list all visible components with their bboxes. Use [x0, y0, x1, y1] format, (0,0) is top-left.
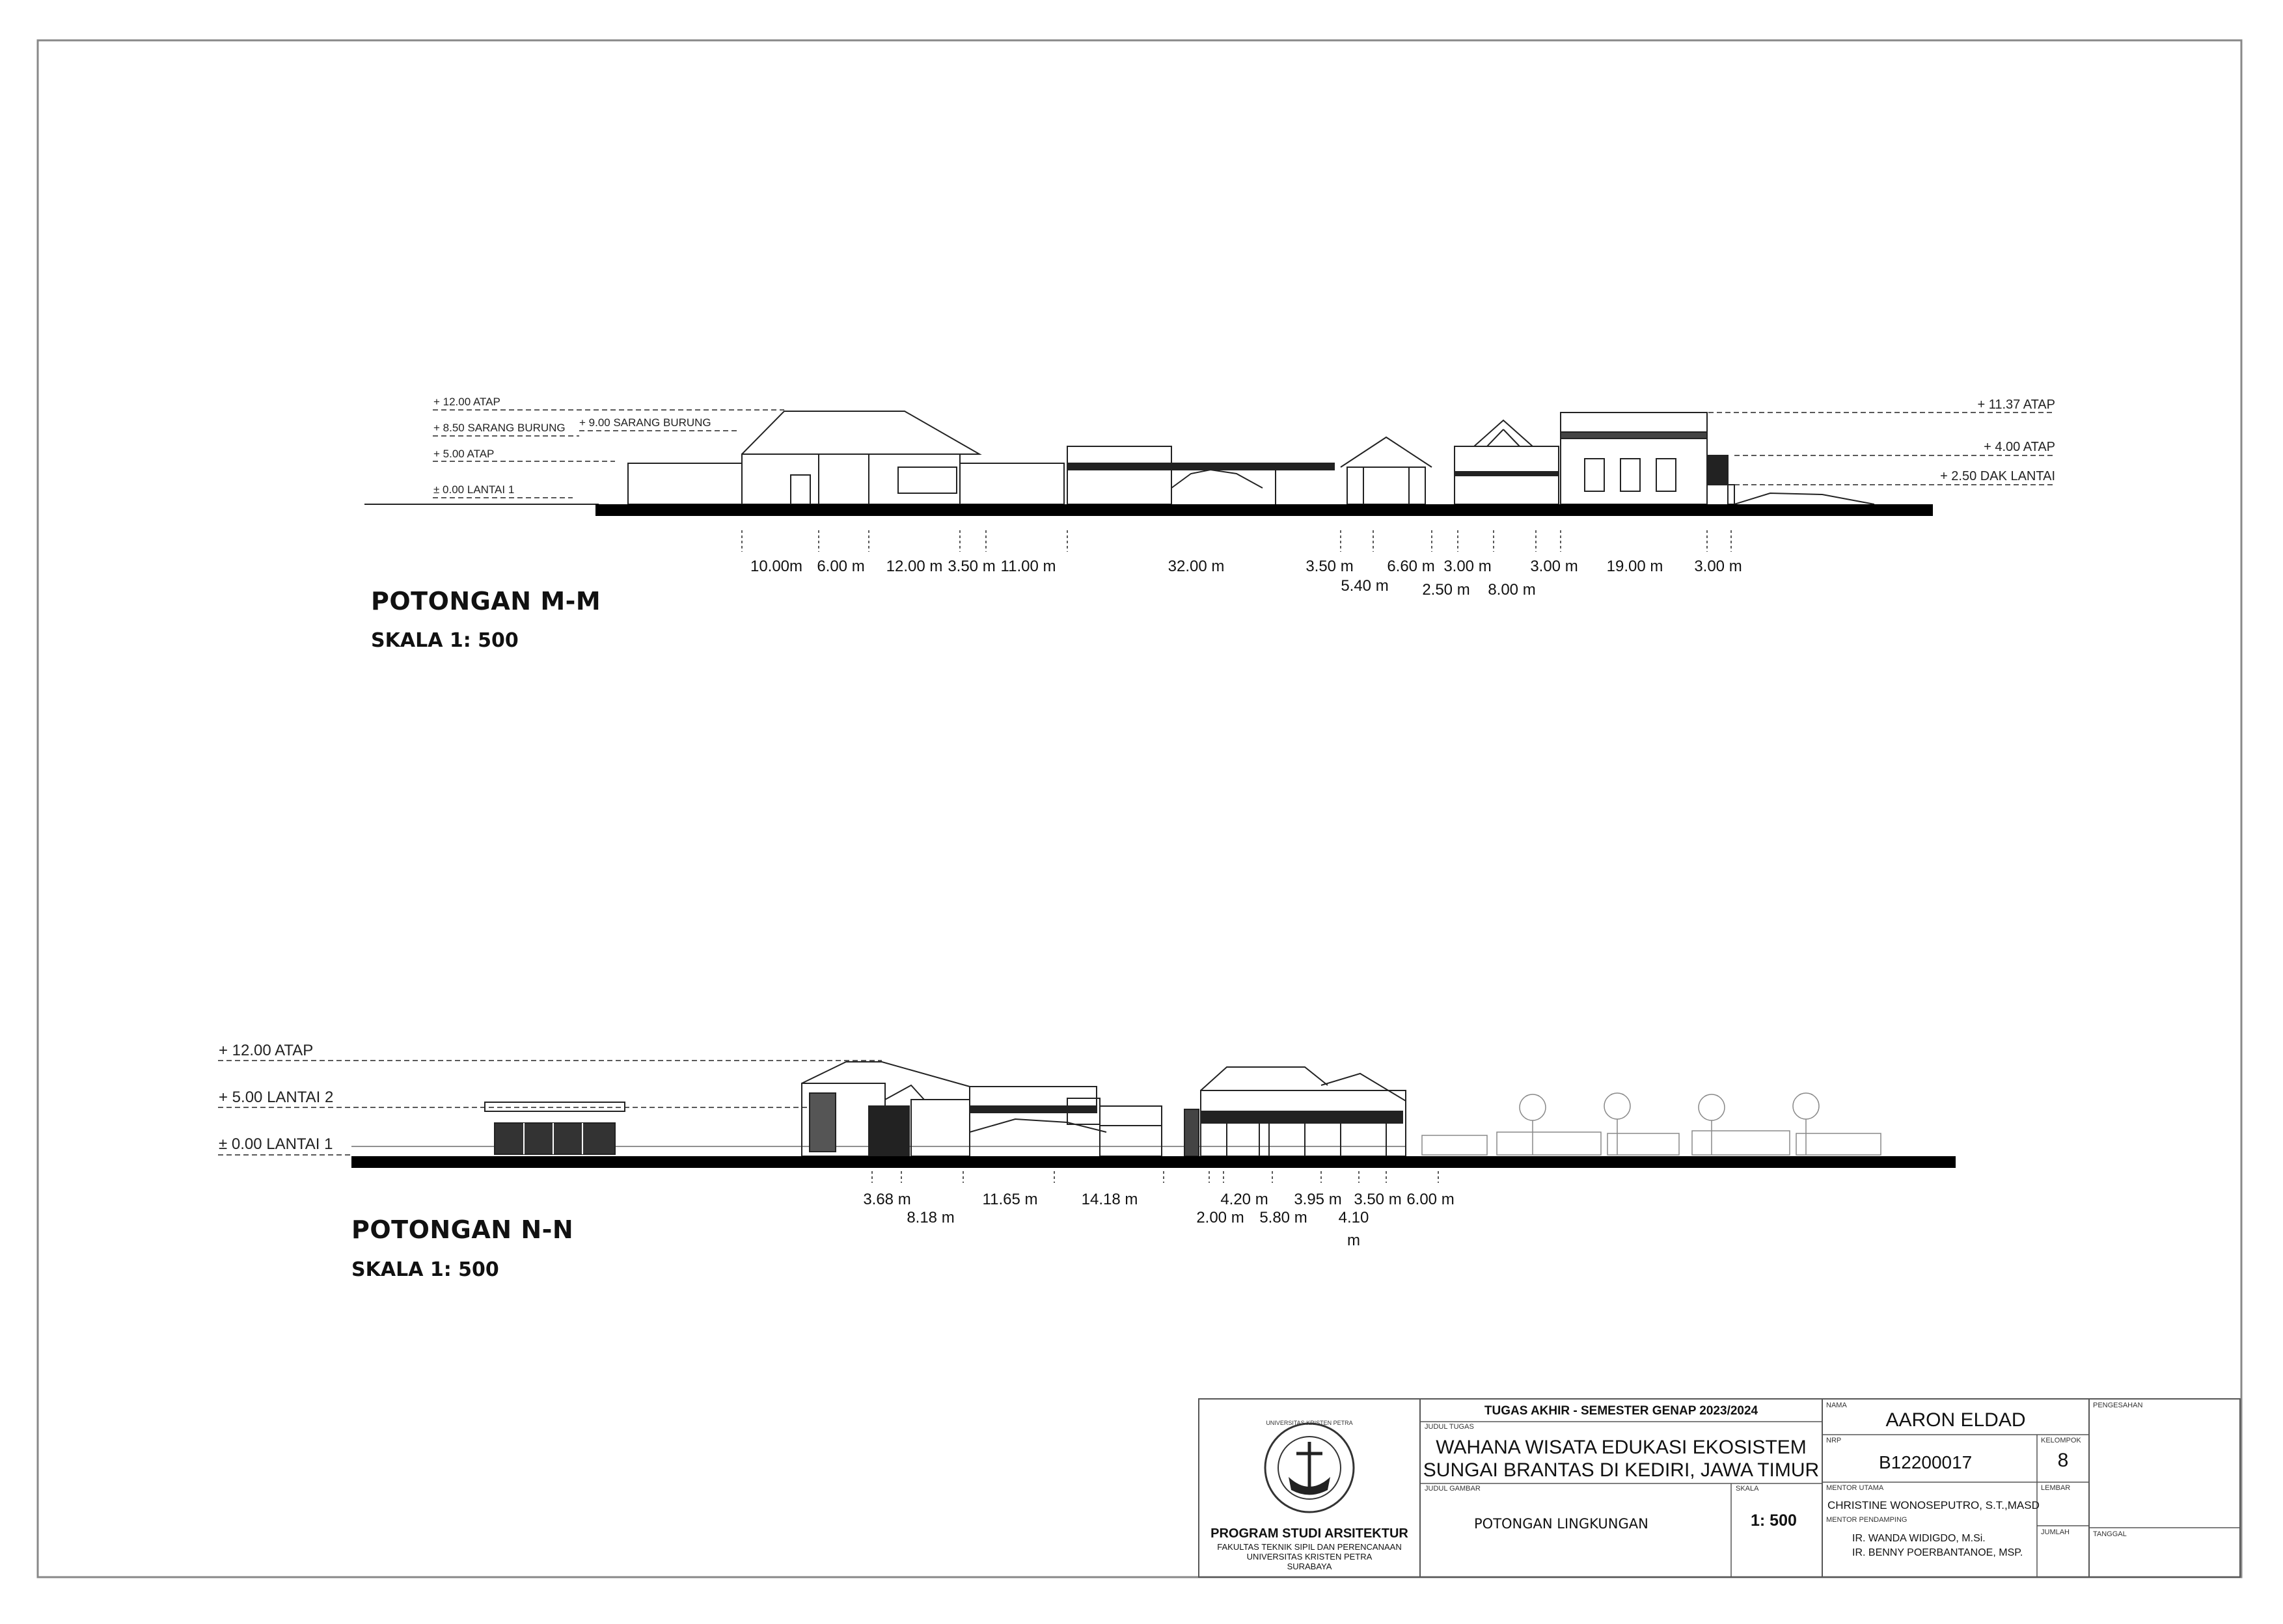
dimension-label: 5.40 m [1341, 577, 1389, 595]
field-label: NAMA [1826, 1401, 1847, 1409]
university-name: UNIVERSITAS KRISTEN PETRA [1246, 1552, 1373, 1562]
field-label: LEMBAR [2041, 1484, 2071, 1492]
city-name: SURABAYA [1287, 1562, 1332, 1571]
field-label: MENTOR PENDAMPING [1826, 1516, 1907, 1524]
dimension-label: 11.00 m [1000, 558, 1056, 575]
field-label: KELOMPOK [2041, 1437, 2081, 1444]
section-scale: SKALA 1: 500 [371, 629, 519, 652]
dimension-label: 10.00m [750, 558, 803, 575]
section-n-n-drawing [218, 1061, 1956, 1183]
faculty-name: FAKULTAS TEKNIK SIPIL DAN PERENCANAAN [1217, 1542, 1402, 1552]
field-label: JUDUL TUGAS [1425, 1423, 1474, 1431]
section-m-m-drawing [364, 410, 2055, 552]
dimension-label: 19.00 m [1606, 558, 1663, 575]
level-label: + 8.50 SARANG BURUNG [433, 422, 566, 434]
dimension-label: 3.50 m [948, 558, 996, 575]
level-label: + 11.37 ATAP [1977, 398, 2055, 412]
level-label: + 5.00 LANTAI 2 [219, 1089, 334, 1106]
dimension-label: 4.10 [1338, 1209, 1369, 1226]
dimension-label: 2.50 m [1422, 581, 1470, 599]
dimension-label: 3.50 m [1306, 558, 1354, 575]
dimension-label: 6.00 m [1406, 1191, 1455, 1208]
level-label: + 2.50 DAK LANTAI [1940, 469, 2055, 483]
project-title-line1: WAHANA WISATA EDUKASI EKOSISTEM [1436, 1437, 1807, 1458]
dimension-label: 6.60 m [1387, 558, 1435, 575]
dimension-label: m [1347, 1232, 1360, 1249]
dimension-label: 3.00 m [1530, 558, 1578, 575]
dimension-label: 8.18 m [907, 1209, 955, 1226]
group-number: 8 [2057, 1450, 2069, 1471]
level-label: + 5.00 ATAP [433, 448, 495, 460]
level-label: ± 0.00 LANTAI 1 [219, 1135, 333, 1153]
main-mentor: CHRISTINE WONOSEPUTRO, S.T.,MASD [1827, 1499, 2040, 1511]
student-id: B12200017 [1879, 1452, 1973, 1472]
project-title-line2: SUNGAI BRANTAS DI KEDIRI, JAWA TIMUR [1423, 1459, 1820, 1481]
dimension-label: 3.00 m [1443, 558, 1492, 575]
field-label: JUDUL GAMBAR [1425, 1485, 1481, 1493]
co-mentor: IR. WANDA WIDIGDO, M.Si. [1852, 1533, 1986, 1544]
field-label: JUMLAH [2041, 1528, 2070, 1536]
dimension-label: 11.65 m [982, 1191, 1038, 1208]
dimension-label: 3.00 m [1694, 558, 1742, 575]
dimension-label: 3.50 m [1354, 1191, 1402, 1208]
section-title: POTONGAN M-M [371, 587, 601, 616]
dimension-label: 12.00 m [886, 558, 943, 575]
program-name: PROGRAM STUDI ARSITEKTUR [1210, 1526, 1408, 1541]
field-label: TANGGAL [2093, 1530, 2127, 1538]
field-label: SKALA [1736, 1485, 1759, 1493]
logo-text: UNIVERSITAS KRISTEN PETRA [1266, 1420, 1353, 1426]
title-block-header: TUGAS AKHIR - SEMESTER GENAP 2023/2024 [1484, 1404, 1758, 1418]
level-label: + 12.00 ATAP [433, 396, 500, 408]
section-scale: SKALA 1: 500 [351, 1258, 499, 1281]
drawing-title: POTONGAN LINGKUNGAN [1474, 1516, 1648, 1532]
level-label: + 9.00 SARANG BURUNG [579, 416, 711, 429]
dimension-label: 8.00 m [1488, 581, 1536, 599]
university-logo [1265, 1424, 1354, 1512]
field-label: NRP [1826, 1437, 1842, 1444]
level-label: + 12.00 ATAP [219, 1042, 314, 1059]
sheet-border [38, 40, 2241, 1577]
dimension-label: 2.00 m [1196, 1209, 1244, 1226]
level-label: ± 0.00 LANTAI 1 [433, 483, 515, 496]
dimension-label: 14.18 m [1081, 1191, 1138, 1208]
student-name: AARON ELDAD [1885, 1409, 2026, 1431]
dimension-label: 5.80 m [1259, 1209, 1307, 1226]
dimension-label: 6.00 m [817, 558, 865, 575]
drawing-scale: 1: 500 [1751, 1511, 1797, 1530]
field-label: MENTOR UTAMA [1826, 1484, 1884, 1492]
dimension-label: 3.95 m [1294, 1191, 1342, 1208]
dimension-label: 3.68 m [863, 1191, 911, 1208]
level-label: + 4.00 ATAP [1984, 440, 2055, 454]
dimension-label: 4.20 m [1220, 1191, 1268, 1208]
dimension-label: 32.00 m [1168, 558, 1225, 575]
field-label: PENGESAHAN [2093, 1401, 2143, 1409]
co-mentor: IR. BENNY POERBANTANOE, MSP. [1852, 1547, 2023, 1558]
section-title: POTONGAN N-N [351, 1215, 574, 1244]
